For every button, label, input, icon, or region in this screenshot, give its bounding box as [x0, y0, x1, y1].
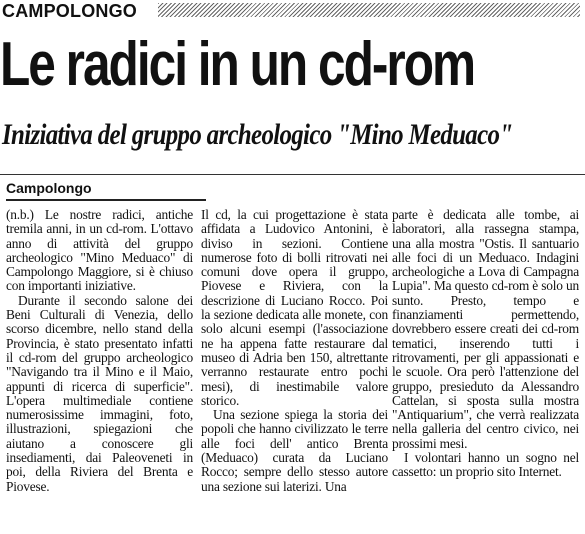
article-column-2 [201, 208, 388, 532]
subheadline: Iniziativa del gruppo archeologico "Mino Meduaco" [2, 118, 513, 151]
paragraph: Una sezione spiega la storia dei popoli che hanno civilizzato le terre alle foci dell' antico Brenta (Meduaco) curata da Luciano Rocco; sempre dello stesso autore una sezione sui laterizi. Una [201, 407, 388, 494]
headline: Le radici in un cd-rom [0, 30, 475, 99]
paragraph: Il cd, la cui progettazione è stata affidata a Ludovico Antonini, è diviso in sezioni. Contiene numerose foto di bolli ritrovati nei comuni dove opera il gruppo, Piovese e Riviera, con la descrizione di Luciano Rocco. Poi la sezione dedicata alle monete, con solo alcuni esempi (l'associazione ne ha appena fatte restaurare dal museo di Adria ben 150, altrettante verranno restaurate entro pochi mesi), di inestimabile valore storico. [201, 208, 388, 408]
paragraph: (n.b.) Le nostre radici, antiche tremila anni, in un cd-rom. L'ottavo anno di attività del gruppo archeologico "Mino Meduaco" di Campolongo Maggiore, si è chiuso con importanti iniziative. [6, 208, 193, 294]
dateline: Campolongo [6, 180, 92, 196]
dateline-underline [6, 199, 206, 201]
hatched-rule [158, 3, 580, 17]
article-column-1 [6, 208, 193, 532]
paragraph: Durante il secondo salone dei Beni Culturali di Venezia, dello scorso dicembre, nello stand della Provincia, è stato presentato infatti il cd-rom del gruppo archeologico "Navigando tra il Mino e il Maio, appunti di ricerca di superficie". L'opera multimediale contiene numerosissime immagini, foto, illustrazioni, spiegazioni che aiutano a conoscere gli insediamenti, dai Paleoveneti in poi, della Riviera del Brenta e Piovese. [6, 292, 193, 494]
section-label: CAMPOLONGO [2, 0, 141, 22]
article-column-3 [392, 208, 579, 532]
divider [0, 174, 585, 175]
paragraph: I volontari hanno un sogno nel cassetto: un proprio sito Internet. [392, 450, 579, 480]
section-header [0, 0, 585, 24]
paragraph: parte è dedicata alle tombe, ai laboratori, alla rassegna stampa, una alla mostra "Ostis. Il santuario alle foci di un Meduaco. Indagini archeologiche a Lova di Campagna Lupia". Ma questo cd-rom è solo un sunto. Presto, tempo e finanziamenti permettendo, dovrebbero essere creati dei cd-rom tematici, inserendo tutti i ritrovamenti, per gli appassionati e le scuole. Ora però l'attenzione del gruppo, presieduto da Alessandro Cattelan, si sposta sulla mostra "Antiquarium", che verrà realizzata nella galleria del centro civico, nei prossimi mesi. [392, 208, 579, 451]
